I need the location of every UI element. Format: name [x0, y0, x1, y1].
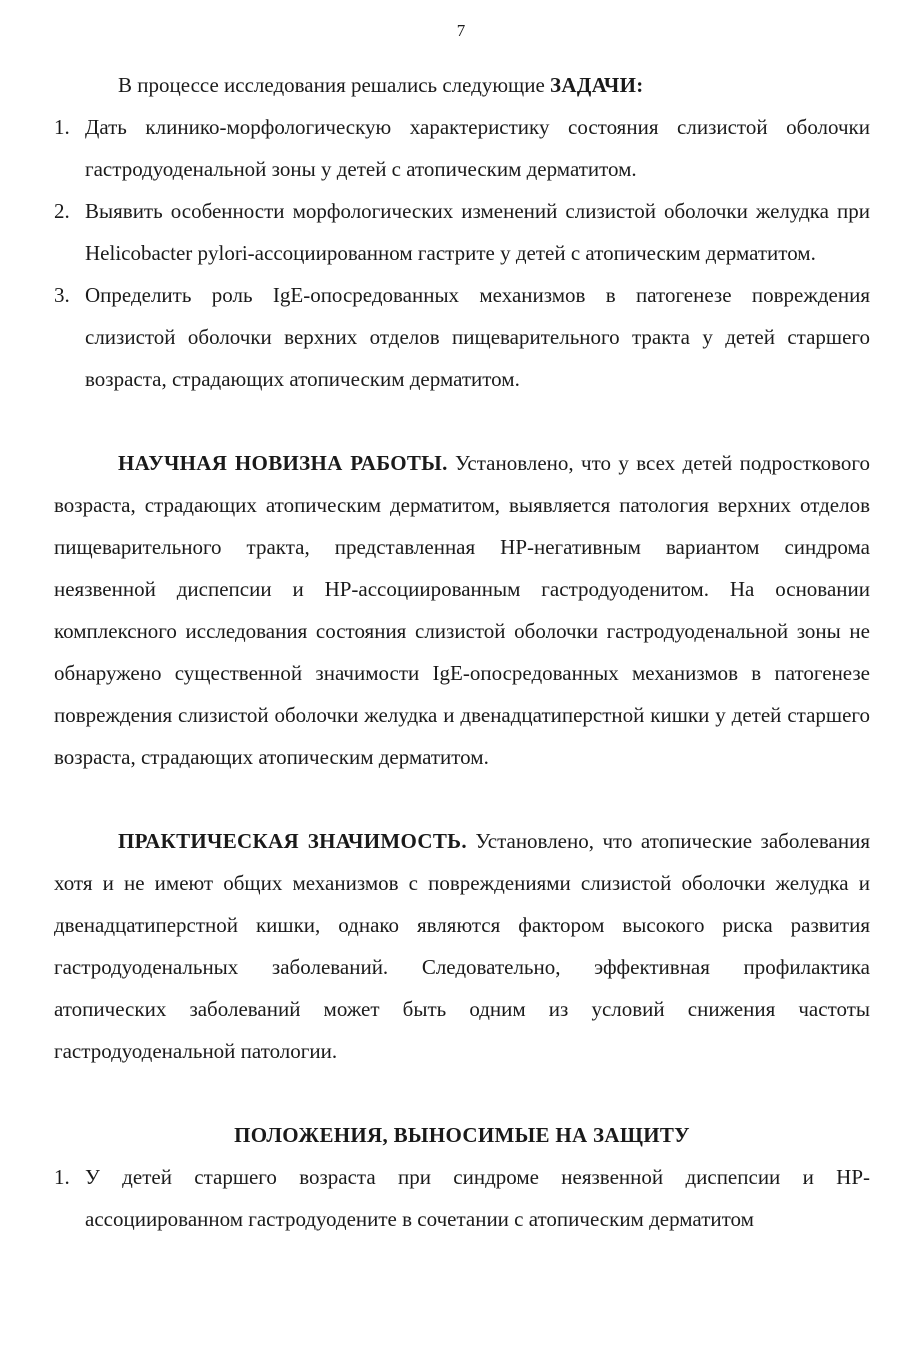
list-item: [54, 190, 870, 274]
list-item: [54, 274, 870, 400]
tasks-intro: [54, 64, 870, 106]
list-item: [54, 106, 870, 190]
defense-heading: ПОЛОЖЕНИЯ, ВЫНОСИМЫЕ НА ЗАЩИТУ: [234, 1123, 690, 1147]
tasks-heading: ЗАДАЧИ:: [550, 73, 644, 97]
page-number: 7: [456, 21, 466, 40]
list-item-text: Выявить особенности морфологических изменений слизистой оболочки желудка при Helicobacter pylori-ассоциированном гастрите у детей с атопическим дерматитом.: [85, 199, 870, 265]
defense-list: [54, 1156, 870, 1240]
novelty-heading: НАУЧНАЯ НОВИЗНА РАБОТЫ.: [118, 451, 448, 475]
list-item-number: 1.: [54, 115, 70, 139]
novelty-paragraph: [54, 442, 870, 778]
list-item-text: Определить роль IgE-опосредованных механизмов в патогенезе повреждения слизистой оболочки верхних отделов пищеварительного тракта у детей старшего возраста, страдающих атопическим дерматитом.: [85, 283, 870, 391]
practical-heading: ПРАКТИЧЕСКАЯ ЗНАЧИМОСТЬ.: [118, 829, 467, 853]
novelty-text: Установлено, что у всех детей подросткового возраста, страдающих атопическим дерматитом, выявляется патология верхних отделов пищеварительного тракта, представленная HP-негативным вариантом синдрома неязвенной диспепсии и HP-ассоциированным гастродуоденитом. На основании комплексного исследования состояния слизистой оболочки гастродуоденальной зоны не обнаружено существенной значимости IgE-опосредованных механизмов в патогенезе повреждения слизистой оболочки желудка и двенадцатиперстной кишки у детей старшего возраста, страдающих атопическим дерматитом.: [54, 451, 870, 769]
section-spacer: [54, 778, 870, 820]
list-item-number: 2.: [54, 199, 70, 223]
section-spacer: [54, 1072, 870, 1114]
list-item-text: Дать клинико-морфологическую характеристику состояния слизистой оболочки гастродуоденальной зоны у детей с атопическим дерматитом.: [85, 115, 870, 181]
document-body: [54, 64, 870, 1240]
list-item-number: 3.: [54, 283, 70, 307]
list-item-number: 1.: [54, 1165, 70, 1189]
tasks-intro-text: В процессе исследования решались следующие: [118, 73, 551, 97]
practical-text: Установлено, что атопические заболевания хотя и не имеют общих механизмов с повреждениями слизистой оболочки желудка и двенадцатиперстной кишки, однако являются фактором высокого риска развития гастродуоденальных заболеваний. Следовательно, эффективная профилактика атопических заболеваний может быть одним из условий снижения частоты гастродуоденальной патологии.: [54, 829, 870, 1063]
tasks-list: [54, 106, 870, 400]
section-spacer: [54, 400, 870, 442]
practical-paragraph: [54, 820, 870, 1072]
list-item: [54, 1156, 870, 1240]
list-item-text: У детей старшего возраста при синдроме неязвенной диспепсии и HP-ассоциированном гастродуодените в сочетании с атопическим дерматитом: [85, 1165, 870, 1231]
